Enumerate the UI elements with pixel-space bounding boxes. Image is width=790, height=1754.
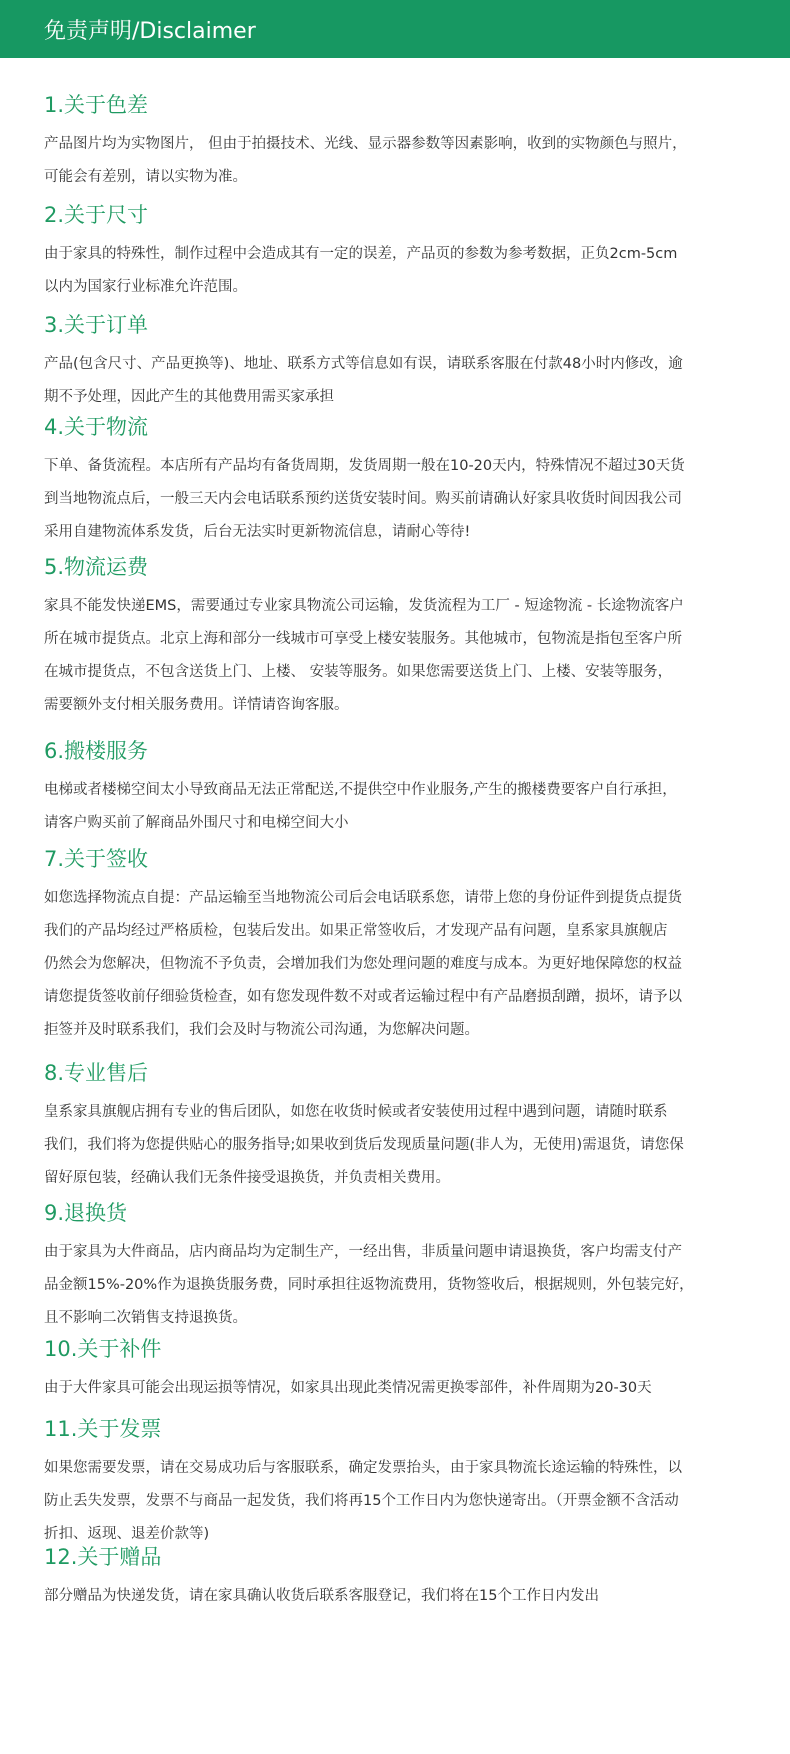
section-line: 下单、备货流程。本店所有产品均有备货周期，发货周期一般在10-20天内，特殊情况不超过30天货 (44, 458, 685, 474)
section-line: 所在城市提货点。北京上海和部分一线城市可享受上楼安装服务。其他城市，包物流是指包至客户所 (44, 631, 682, 647)
section-title: 6.搬楼服务 (44, 739, 149, 763)
section-title: 7.关于签收 (44, 847, 149, 871)
section-title: 1.关于色差 (44, 93, 149, 117)
section-line: 如您选择物流点自提：产品运输至当地物流公司后会电话联系您，请带上您的身份证件到提货点提货 (44, 890, 682, 906)
section-title: 8.专业售后 (44, 1061, 149, 1085)
section-returns (44, 1198, 754, 1335)
page-title: 免责声明/Disclaimer (44, 18, 256, 44)
section-line: 防止丢失发票，发票不与商品一起发货，我们将再15个工作日内为您快递寄出。（开票金额不含活动 (44, 1493, 679, 1509)
section-title: 10.关于补件 (44, 1337, 162, 1361)
section-line: 期不予处理，因此产生的其他费用需买家承担 (44, 389, 334, 405)
section-stair-service (44, 736, 754, 840)
section-title: 11.关于发票 (44, 1417, 162, 1441)
section-line: 品金额15%-20%作为退换货服务费，同时承担往返物流费用，货物签收后，根据规则，外包装完好， (44, 1277, 694, 1293)
section-title: 12.关于赠品 (44, 1545, 162, 1569)
section-replacement-parts (44, 1334, 754, 1405)
section-line: 如果您需要发票，请在交易成功后与客服联系，确定发票抬头，由于家具物流长途运输的特殊性，以 (44, 1460, 682, 1476)
section-sign-for (44, 844, 754, 1047)
section-invoice (44, 1414, 754, 1551)
section-line: 拒签并及时联系我们，我们会及时与物流公司沟通，为您解决问题。 (44, 1022, 479, 1038)
section-body (44, 238, 754, 304)
section-line: 留好原包装，经确认我们无条件接受退换货，并负责相关费用。 (44, 1170, 450, 1186)
section-line: 由于家具的特殊性，制作过程中会造成其有一定的误差，产品页的参数为参考数据，正负2cm-5cm (44, 246, 678, 262)
section-body (44, 1580, 754, 1613)
section-color-difference (44, 90, 754, 194)
section-body (44, 1236, 754, 1335)
section-line: 到当地物流点后，一般三天内会电话联系预约送货安装时间。购买前请确认好家具收货时间因我公司 (44, 491, 682, 507)
section-line: 需要额外支付相关服务费用。详情请咨询客服。 (44, 697, 349, 713)
section-title: 2.关于尺寸 (44, 203, 149, 227)
section-after-sales (44, 1058, 754, 1195)
section-body (44, 450, 754, 549)
section-body (44, 1452, 754, 1551)
section-body (44, 1372, 754, 1405)
section-line: 我们的产品均经过严格质检，包装后发出。如果正常签收后，才发现产品有问题，皇系家具旗舰店 (44, 923, 668, 939)
section-order (44, 310, 754, 414)
section-shipping-fee (44, 552, 754, 722)
section-line: 部分赠品为快递发货，请在家具确认收货后联系客服登记，我们将在15个工作日内发出 (44, 1588, 599, 1604)
section-line: 且不影响二次销售支持退换货。 (44, 1310, 247, 1326)
section-line: 以内为国家行业标准允许范围。 (44, 279, 247, 295)
section-line: 在城市提货点，不包含送货上门、上楼、 安装等服务。如果您需要送货上门、上楼、安装等服务， (44, 664, 673, 680)
section-title: 5.物流运费 (44, 555, 149, 579)
section-title: 3.关于订单 (44, 313, 149, 337)
section-size (44, 200, 754, 304)
section-body (44, 1096, 754, 1195)
disclaimer-content (0, 58, 790, 1604)
section-body (44, 774, 754, 840)
section-line: 请您提货签收前仔细验货检查，如有您发现件数不对或者运输过程中有产品磨损刮蹭，损坏，请予以 (44, 989, 682, 1005)
section-line: 可能会有差别，请以实物为准。 (44, 169, 247, 185)
section-line: 请客户购买前了解商品外围尺寸和电梯空间大小 (44, 815, 349, 831)
section-line: 采用自建物流体系发货，后台无法实时更新物流信息，请耐心等待! (44, 524, 471, 540)
section-logistics (44, 412, 754, 549)
section-line: 由于大件家具可能会出现运损等情况，如家具出现此类情况需更换零部件，补件周期为20-30天 (44, 1380, 652, 1396)
section-body (44, 128, 754, 194)
section-line: 仍然会为您解决，但物流不予负责，会增加我们为您处理问题的难度与成本。为更好地保障您的权益 (44, 956, 682, 972)
section-line: 电梯或者楼梯空间太小导致商品无法正常配送,不提供空中作业服务,产生的搬楼费要客户自行承担， (44, 782, 677, 798)
section-line: 产品图片均为实物图片， 但由于拍摄技术、光线、显示器参数等因素影响，收到的实物颜色与照片， (44, 136, 687, 152)
section-body (44, 348, 754, 414)
section-line: 产品(包含尺寸、产品更换等)、地址、联系方式等信息如有误，请联系客服在付款48小时内修改，逾 (44, 356, 683, 372)
section-line: 皇系家具旗舰店拥有专业的售后团队，如您在收货时候或者安装使用过程中遇到问题，请随时联系 (44, 1104, 668, 1120)
section-line: 由于家具为大件商品，店内商品均为定制生产，一经出售，非质量问题申请退换货，客户均需支付产 (44, 1244, 682, 1260)
section-gifts (44, 1542, 754, 1613)
section-body (44, 590, 754, 722)
section-line: 家具不能发快递EMS，需要通过专业家具物流公司运输，发货流程为工厂 - 短途物流 - 长途物流客户 (44, 598, 684, 614)
section-line: 我们，我们将为您提供贴心的服务指导;如果收到货后发现质量问题(非人为，无使用)需退货，请您保 (44, 1137, 684, 1153)
section-body (44, 882, 754, 1047)
page-header (0, 0, 790, 58)
section-title: 9.退换货 (44, 1201, 128, 1225)
section-title: 4.关于物流 (44, 415, 149, 439)
section-line: 折扣、返现、退差价款等) (44, 1526, 210, 1542)
